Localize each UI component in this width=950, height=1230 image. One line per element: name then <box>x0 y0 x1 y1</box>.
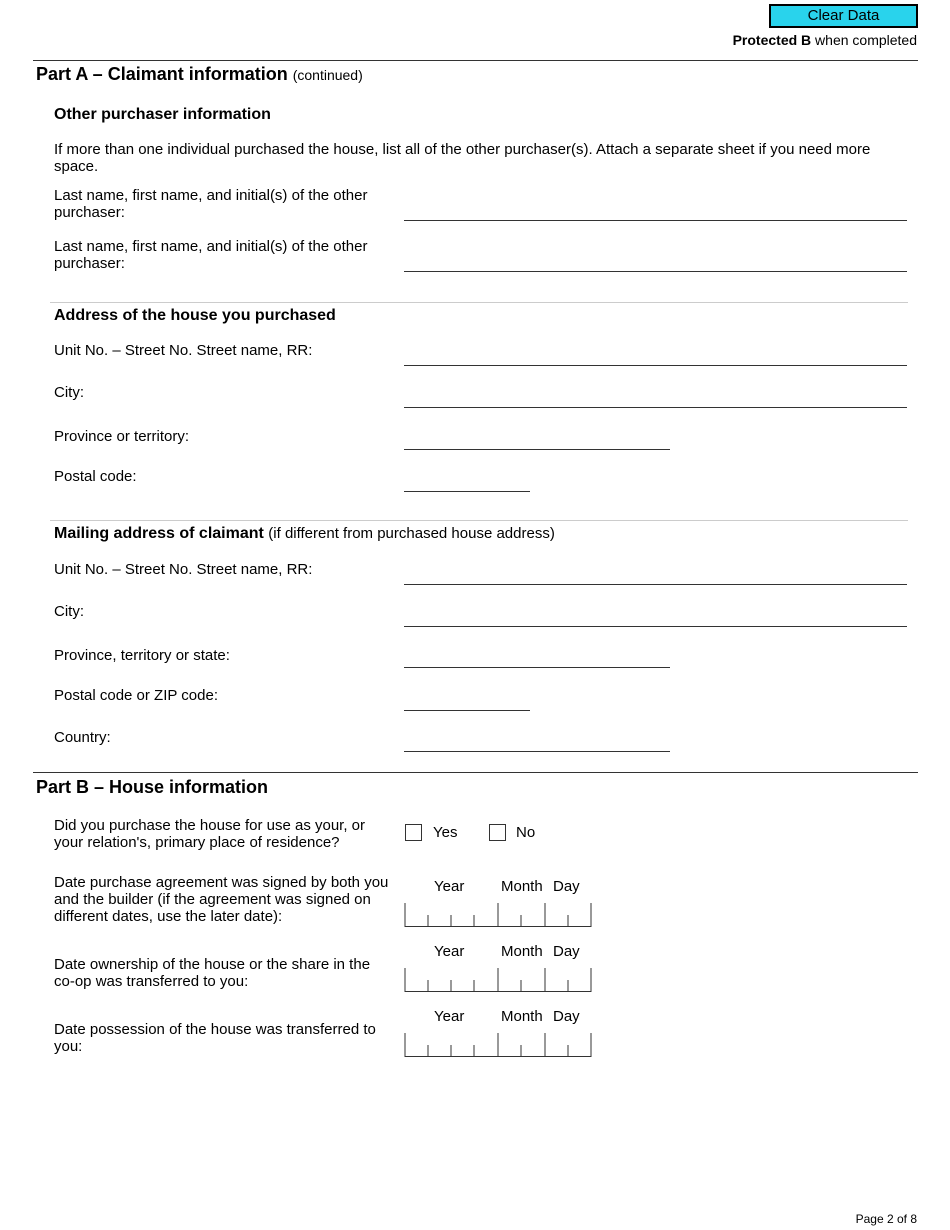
clear-data-button[interactable]: Clear Data <box>769 4 918 28</box>
section-divider-house-address <box>50 302 908 303</box>
mailing-province-label: Province, territory or state: <box>54 647 230 664</box>
protected-b-suffix: when completed <box>811 32 917 48</box>
agreement-date-month-label: Month <box>501 878 543 895</box>
house-postal-label: Postal code: <box>54 468 137 485</box>
mailing-city-label: City: <box>54 603 84 620</box>
house-city-input[interactable] <box>404 407 907 408</box>
possession-date-year-label: Year <box>434 1008 465 1025</box>
other-purchaser-1-input[interactable] <box>404 220 907 221</box>
mailing-street-label: Unit No. – Street No. Street name, RR: <box>54 561 313 578</box>
other-purchaser-instructions: If more than one individual purchased the house, list all of the other purchaser(s). Attach a separate sheet if you need more space. <box>54 141 871 175</box>
part-a-divider <box>33 60 918 61</box>
possession-date-day-label: Day <box>553 1008 580 1025</box>
possession-date-comb <box>404 1033 592 1057</box>
mailing-address-heading <box>54 525 555 543</box>
mailing-postal-label: Postal code or ZIP code: <box>54 687 218 704</box>
ownership-date-comb <box>404 968 592 992</box>
house-city-label: City: <box>54 384 84 401</box>
ownership-date-day-label: Day <box>553 943 580 960</box>
protected-b-label: Protected B <box>732 32 812 48</box>
possession-date-input[interactable] <box>404 1033 591 1057</box>
possession-date-label: Date possession of the house was transferred to you: <box>54 1021 376 1055</box>
part-b-title: Part B – House information <box>36 777 269 797</box>
mailing-country-input[interactable] <box>404 751 670 752</box>
ownership-date-label: Date ownership of the house or the share in the co-op was transferred to you: <box>54 956 371 990</box>
primary-residence-question: Did you purchase the house for use as your, or your relation's, primary place of residence? <box>54 817 366 851</box>
mailing-address-heading-suffix: (if different from purchased house address) <box>268 525 555 542</box>
other-purchaser-2-label: Last name, first name, and initial(s) of the other purchaser: <box>54 238 368 272</box>
other-purchaser-1-label: Last name, first name, and initial(s) of the other purchaser: <box>54 187 368 221</box>
other-purchaser-heading: Other purchaser information <box>54 106 271 123</box>
house-street-label: Unit No. – Street No. Street name, RR: <box>54 342 313 359</box>
house-postal-input[interactable] <box>404 491 530 492</box>
protected-b-notice <box>733 32 917 48</box>
agreement-date-label: Date purchase agreement was signed by both you and the builder (if the agreement was signed on different dates, use the later date): <box>54 874 389 925</box>
primary-residence-no-checkbox[interactable] <box>489 824 506 841</box>
agreement-date-input[interactable] <box>404 903 591 927</box>
mailing-street-input[interactable] <box>404 584 907 585</box>
part-a-title-text: Part A – Claimant information <box>36 64 288 84</box>
ownership-date-input[interactable] <box>404 968 591 992</box>
ownership-date-year-label: Year <box>434 943 465 960</box>
agreement-date-year-label: Year <box>434 878 465 895</box>
mailing-country-label: Country: <box>54 729 111 746</box>
part-b-divider <box>33 772 918 773</box>
mailing-address-heading-text: Mailing address of claimant <box>54 525 264 542</box>
mailing-province-input[interactable] <box>404 667 670 668</box>
primary-residence-no-label: No <box>516 824 536 841</box>
ownership-date-month-label: Month <box>501 943 543 960</box>
page-number: Page 2 of 8 <box>855 1212 917 1226</box>
house-address-heading: Address of the house you purchased <box>54 307 336 324</box>
agreement-date-day-label: Day <box>553 878 580 895</box>
part-a-title <box>36 64 363 85</box>
possession-date-month-label: Month <box>501 1008 543 1025</box>
primary-residence-yes-checkbox[interactable] <box>405 824 422 841</box>
other-purchaser-2-input[interactable] <box>404 271 907 272</box>
mailing-postal-input[interactable] <box>404 710 530 711</box>
primary-residence-yes-label: Yes <box>433 824 458 841</box>
agreement-date-comb <box>404 903 592 927</box>
part-a-title-suffix: (continued) <box>292 67 363 83</box>
section-divider-mailing-address <box>50 520 908 521</box>
house-province-input[interactable] <box>404 449 670 450</box>
house-street-input[interactable] <box>404 365 907 366</box>
mailing-city-input[interactable] <box>404 626 907 627</box>
house-province-label: Province or territory: <box>54 428 190 445</box>
